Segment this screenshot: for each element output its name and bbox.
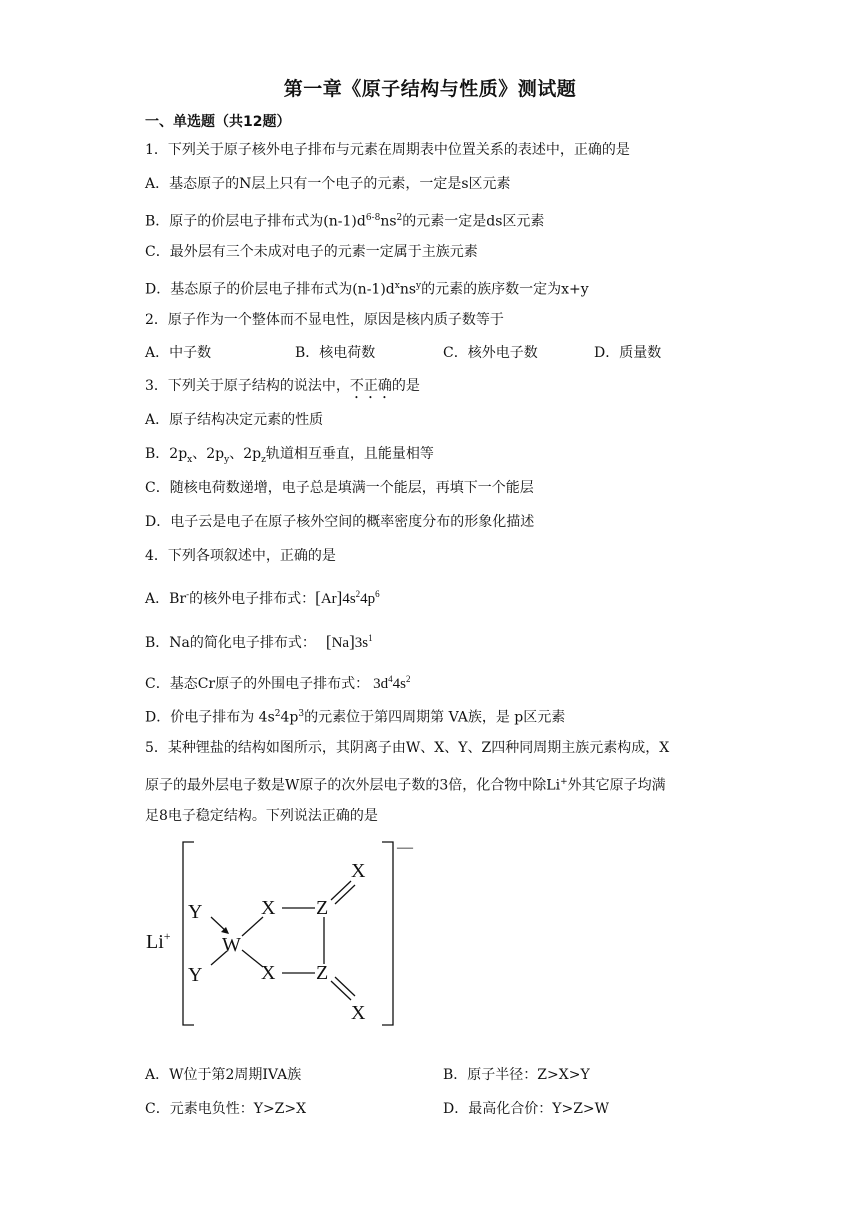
- q1-option-d: D．基态原子的价层电子排布式为$(n-1)d^xns^y$的元素的族序数一定为x+y: [145, 281, 589, 298]
- q3-stem: 3．下列关于原子结构的说法中，不正确的是: [145, 378, 420, 394]
- lithium-salt-structure-diagram: [140, 835, 430, 1035]
- q5-option-c: C．元素电负性：Y>Z>X: [145, 1101, 307, 1117]
- q2-stem: 2．原子作为一个整体而不显电性，原因是核内质子数等于: [145, 312, 504, 328]
- bond-z-x-double-4: [335, 977, 355, 996]
- q1-option-b: B．原子的价层电子排布式为$(n-1)d^{6-8}ns^2$的元素一定是ds区元素: [145, 213, 545, 230]
- atom-w: W: [222, 934, 241, 956]
- q5-stem-line1: 5．某种锂盐的结构如图所示，其阴离子由W、X、Y、Z四种同周期主族元素构成，X: [145, 740, 670, 756]
- q5-stem-line2: 原子的最外层电子数是W原子的次外层电子数的3倍，化合物中除Li+外其它原子均满: [145, 777, 666, 794]
- q1-option-c: C．最外层有三个未成对电子的元素一定属于主族元素: [145, 244, 478, 260]
- atom-x-bottom: X: [351, 1002, 366, 1024]
- q5-option-d: D．最高化合价：Y>Z>W: [443, 1101, 610, 1117]
- section-heading: 一、单选题（共12题）: [145, 114, 291, 130]
- q2-option-c: C．核外电子数: [443, 345, 538, 361]
- q4-option-a: A．Br-的核外电子排布式：$[Ar]4s^24p^6$: [145, 588, 380, 607]
- q3-option-d: D．电子云是电子在原子核外空间的概率密度分布的形象化描述: [145, 514, 535, 530]
- bond-z-x-double-2: [335, 885, 355, 904]
- right-bracket: [382, 842, 393, 1025]
- negative-charge: —: [397, 839, 413, 856]
- atom-z-lower: Z: [316, 962, 329, 984]
- q3-option-c: C．随核电荷数递增，电子总是填满一个能层，再填下一个能层: [145, 480, 534, 496]
- atom-x-top: X: [351, 860, 366, 882]
- q4-stem: 4．下列各项叙述中，正确的是: [145, 548, 336, 564]
- emphasis-text: 不正确: [349, 378, 392, 394]
- q1-option-a: A．基态原子的N层上只有一个电子的元素，一定是s区元素: [145, 176, 511, 192]
- atom-x-lower: X: [261, 962, 276, 984]
- q2-option-a: A．中子数: [145, 345, 212, 361]
- q4-option-b: B．Na的简化电子排布式： $[Na]3s^1$: [145, 632, 373, 651]
- formula-c: $3d^44s^2$: [373, 674, 411, 692]
- atom-y-upper: Y: [188, 901, 203, 923]
- q4-option-c: C．基态Cr原子的外围电子排布式： $3d^44s^2$: [145, 674, 411, 692]
- q5-option-b: B．原子半径：Z>X>Y: [443, 1067, 590, 1083]
- left-bracket: [183, 842, 194, 1025]
- atom-z-upper: Z: [316, 897, 329, 919]
- formula-a: $[Ar]4s^24p^6$: [315, 588, 380, 607]
- bond-w-x-lower: [242, 950, 263, 967]
- q3-option-a: A．原子结构决定元素的性质: [145, 412, 324, 428]
- q2-option-b: B．核电荷数: [295, 345, 376, 361]
- formula-b: $[Na]3s^1$: [325, 632, 373, 651]
- bond-z-x-double-3: [331, 981, 351, 1000]
- q5-option-a: A．W位于第2周期IVA族: [145, 1067, 302, 1083]
- q4-option-d: D．价电子排布为 $4s^24p^3$的元素位于第四周期第 VA族，是 p区元素: [145, 709, 566, 726]
- bond-w-x-upper: [242, 917, 263, 936]
- atom-x-upper: X: [261, 897, 276, 919]
- li-ion-label: Li+: [146, 929, 171, 953]
- q5-stem-line3: 足8电子稳定结构。下列说法正确的是: [145, 808, 378, 824]
- page-title: 第一章《原子结构与性质》测试题: [283, 78, 577, 100]
- q2-option-d: D．质量数: [594, 345, 662, 361]
- atom-y-lower: Y: [188, 964, 203, 986]
- q3-option-b: B．$2p_x$、$2p_y$、$2p_z$轨道相互垂直，且能量相等: [145, 446, 434, 465]
- bond-z-x-double-1: [331, 881, 351, 900]
- q1-stem: 1．下列关于原子核外电子排布与元素在周期表中位置关系的表述中，正确的是: [145, 142, 630, 158]
